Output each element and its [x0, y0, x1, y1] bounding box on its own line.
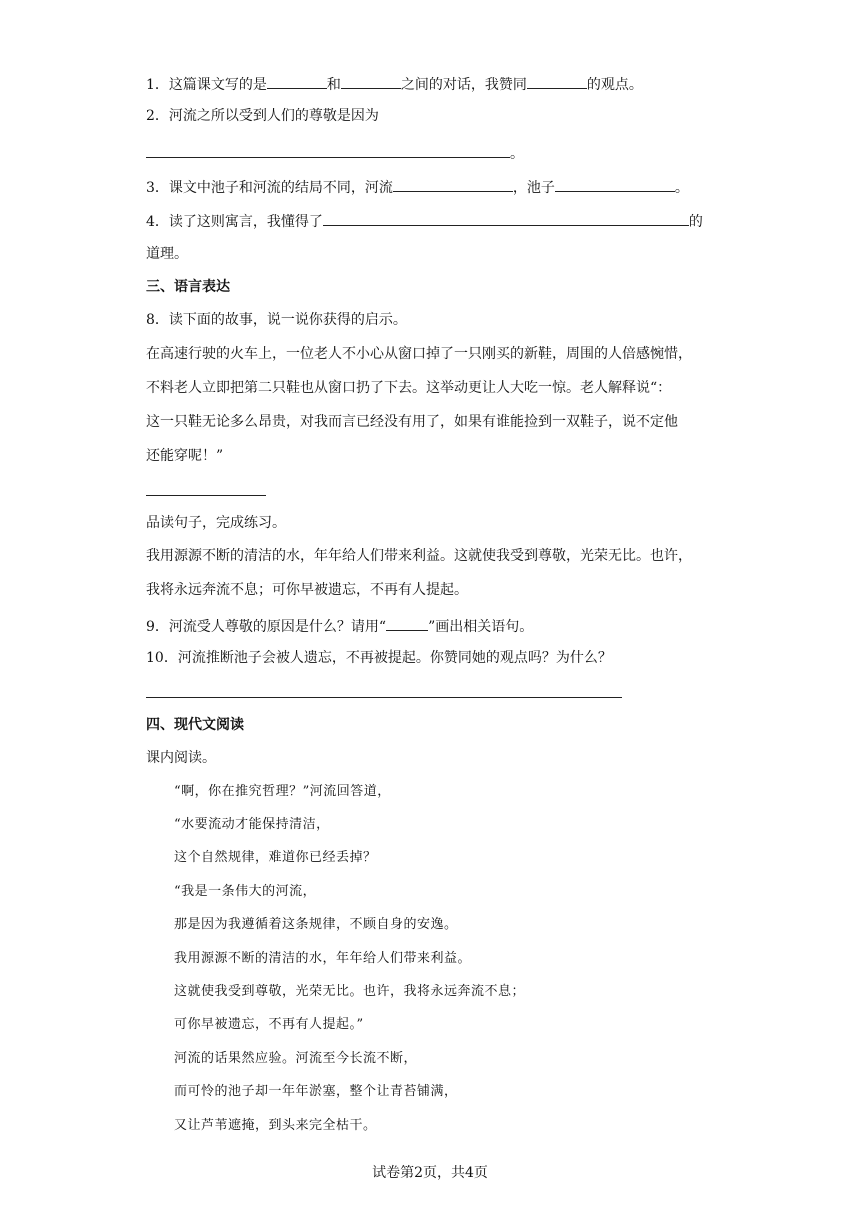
passage-line-2: 我将永远奔流不息；可你早被遗忘，不再有人提起。	[146, 582, 468, 598]
poem-line-10: 而可怜的池子却一年年淤塞，整个让青苔铺满，	[174, 1084, 458, 1099]
q2-end: 。	[510, 146, 524, 162]
q3-blank-1[interactable]	[393, 175, 513, 192]
q1-blank-2[interactable]	[341, 72, 401, 89]
question-4	[146, 209, 703, 232]
q9-text-a: 9．河流受人尊敬的原因是什么？请用“	[146, 619, 387, 635]
section-3-heading: 三、语言表达	[146, 279, 230, 295]
passage-intro: 品读句子，完成练习。	[146, 515, 286, 531]
poem-line-2: “水要流动才能保持清洁，	[174, 817, 330, 832]
question-1	[146, 72, 643, 95]
q2-blank[interactable]	[146, 141, 510, 158]
q3-text-a: 3．课文中池子和河流的结局不同，河流	[146, 180, 393, 196]
q8-answer-line[interactable]	[146, 495, 266, 496]
q3-text-b: ，池子	[512, 180, 555, 196]
q4-text-a: 4．读了这则寓言，我懂得了	[146, 214, 323, 230]
q1-text-b: 和	[326, 77, 341, 93]
q2-answer-line	[146, 141, 524, 164]
story-line-3: 这一只鞋无论多么昂贵，对我而言已经没有用了，如果有谁能捡到一双鞋子，说不定他	[146, 414, 678, 430]
poem-line-6: 我用源源不断的清洁的水，年年给人们带来利益。	[174, 951, 472, 966]
section-4-heading: 四、现代文阅读	[146, 717, 244, 733]
poem-line-9: 河流的话果然应验。河流至今长流不断，	[174, 1051, 418, 1066]
poem-line-11: 又让芦苇遮掩，到头来完全枯干。	[174, 1118, 377, 1133]
q1-text-a: 1．这篇课文写的是	[146, 77, 267, 93]
question-2: 2．河流之所以受到人们的尊敬是因为	[146, 108, 379, 124]
question-8: 8．读下面的故事，说一说你获得的启示。	[146, 312, 407, 328]
q10-answer-line[interactable]	[146, 697, 622, 698]
question-9	[146, 614, 533, 637]
q4-end: 的	[688, 214, 703, 230]
q3-end: 。	[674, 180, 689, 196]
poem-line-4: “我是一条伟大的河流，	[174, 884, 317, 899]
poem-line-8: 可你早被遗忘，不再有人提起。”	[174, 1017, 364, 1032]
poem-line-7: 这就使我受到尊敬，光荣无比。也许，我将永远奔流不息；	[174, 984, 526, 999]
page-footer: 试卷第2页，共4页	[372, 1165, 488, 1181]
q9-underline-sample	[386, 614, 428, 631]
poem-line-3: 这个自然规律，难道你已经丢掉？	[174, 850, 377, 865]
story-line-4: 还能穿呢！”	[146, 448, 224, 464]
q1-text-d: 的观点。	[586, 77, 643, 93]
q3-blank-2[interactable]	[555, 175, 675, 192]
poem-line-5: 那是因为我遵循着这条规律，不顾自身的安逸。	[174, 917, 458, 932]
story-line-1: 在高速行驶的火车上，一位老人不小心从窗口掉了一只刚买的新鞋，周围的人倍感惋惜，	[146, 346, 692, 362]
q1-text-c: 之间的对话，我赞同	[400, 77, 527, 93]
story-line-2: 不料老人立即把第二只鞋也从窗口扔了下去。这举动更让人大吃一惊。老人解释说“：	[146, 380, 672, 396]
q4-blank[interactable]	[323, 209, 689, 226]
q9-text-b: ”画出相关语句。	[428, 619, 534, 635]
passage-line-1: 我用源源不断的清洁的水，年年给人们带来利益。这就使我受到尊敬，光荣无比。也许，	[146, 548, 692, 564]
question-10: 10．河流推断池子会被人遗忘，不再被提起。你赞同她的观点吗？为什么？	[146, 650, 612, 666]
q1-blank-3[interactable]	[527, 72, 587, 89]
q4-continuation: 道理。	[146, 246, 188, 262]
q1-blank-1[interactable]	[267, 72, 327, 89]
section-4-intro: 课内阅读。	[146, 750, 216, 766]
poem-line-1: “啊，你在推究哲理？”河流回答道，	[174, 784, 391, 799]
question-3	[146, 175, 689, 198]
